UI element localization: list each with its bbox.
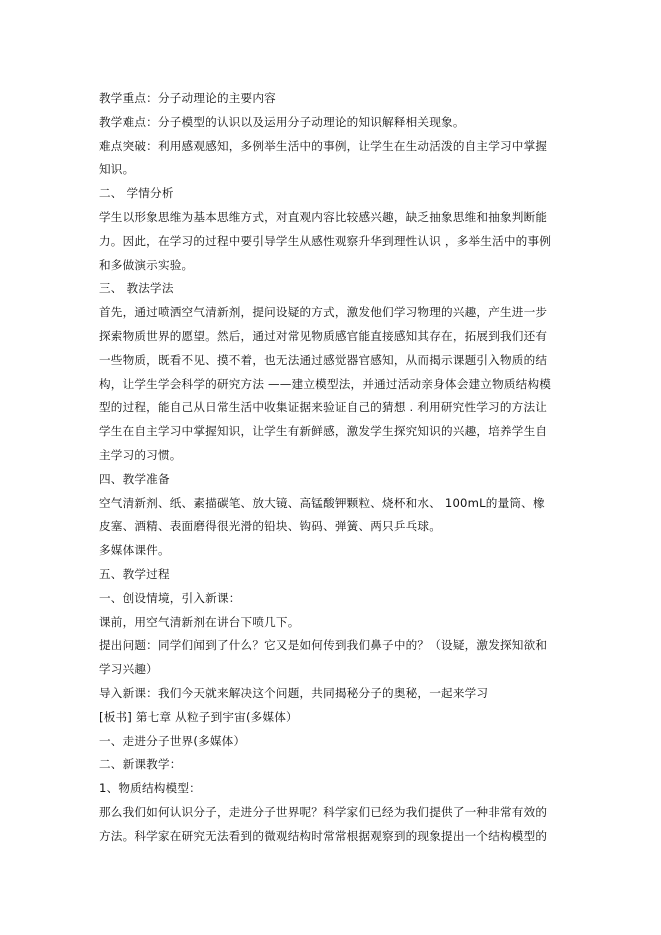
- text-line: 教学难点：分子模型的认识以及运用分子动理论的知识解释相关现象。: [99, 114, 465, 129]
- text-line: 学生在自主学习中掌握知识，让学生有新鲜感，激发学生探究知识的兴趣，培养学生自: [99, 424, 548, 439]
- text-line: 那么我们如何认识分子，走进分子世界呢？科学家们已经为我们提供了一种非常有效的: [99, 804, 548, 819]
- text-line: 学生以形象思维为基本思维方式，对直观内容比较感兴趣，缺乏抽象思维和抽象判断能: [99, 209, 548, 224]
- text-line: 多媒体课件。: [99, 543, 170, 558]
- text-line: 空气清新剂、纸、素描碳笔、放大镜、高锰酸钾颗粒、烧杯和水、 100mL的量筒、橡: [99, 495, 545, 510]
- text-line: 和多做演示实验。: [99, 257, 194, 272]
- document-body: [99, 87, 561, 849]
- text-line: 一些物质，既看不见、摸不着，也无法通过感觉器官感知，从而揭示课题引入物质的结: [99, 352, 548, 367]
- text-line: 教学重点：分子动理论的主要内容: [99, 91, 276, 105]
- text-line: 难点突破：利用感观感知，多例举生活中的事例，让学生在生动活泼的自主学习中掌握: [99, 138, 548, 153]
- text-line: 二、新课教学：: [99, 757, 182, 772]
- section-heading: 五、教学过程: [99, 566, 170, 581]
- text-line: [板书] 第七章 从粒子到宇宙(多媒体）: [99, 709, 298, 724]
- text-line: 构，让学生学会科学的研究方法 ——建立模型法，并通过活动亲身体会建立物质结构模: [99, 376, 552, 391]
- section-heading: 三、 教法学法: [99, 281, 174, 296]
- text-line: 主学习的习惯。: [99, 447, 182, 462]
- text-line: 知识。: [99, 162, 135, 177]
- section-heading: 二、 学情分析: [99, 186, 174, 201]
- text-line: 探索物质世界的愿望。然后，通过对常见物质感官能直接感知其存在，拓展到我们还有: [99, 328, 548, 343]
- text-line: 力。因此，在学习的过程中要引导学生从感性观察升华到理性认识 ，多举生活中的事例: [99, 233, 552, 248]
- text-line: 导入新课：我们今天就来解决这个问题，共同揭秘分子的奥秘，一起来学习: [99, 685, 489, 700]
- section-heading: 四、教学准备: [99, 471, 170, 486]
- text-line: 型的过程，能自己从日常生活中收集证据来验证自己的猜想 . 利用研究性学习的方法让: [99, 400, 548, 415]
- text-line: 一、走进分子世界(多媒体）: [99, 733, 246, 748]
- text-line: 首先，通过喷洒空气清新剂，提问设疑的方式，激发他们学习物理的兴趣，产生进一步: [99, 305, 548, 320]
- text-line: 方法。科学家在研究无法看到的微观结构时常常根据观察到的现象提出一个结构模型的: [99, 828, 548, 843]
- text-line: 学习兴趣）: [99, 662, 158, 677]
- text-line: 提出问题：同学们闻到了什么？它又是如何传到我们鼻子中的？（设疑，激发探知欲和: [99, 638, 548, 653]
- text-line: 皮塞、酒精、表面磨得很光滑的铅块、钩码、弹簧、两只乒乓球。: [99, 519, 442, 534]
- text-line: 课前，用空气清新剂在讲台下喷几下。: [99, 614, 300, 629]
- text-line: 1、物质结构模型：: [99, 781, 201, 796]
- text-line: 一、创设情境，引入新课：: [99, 590, 241, 605]
